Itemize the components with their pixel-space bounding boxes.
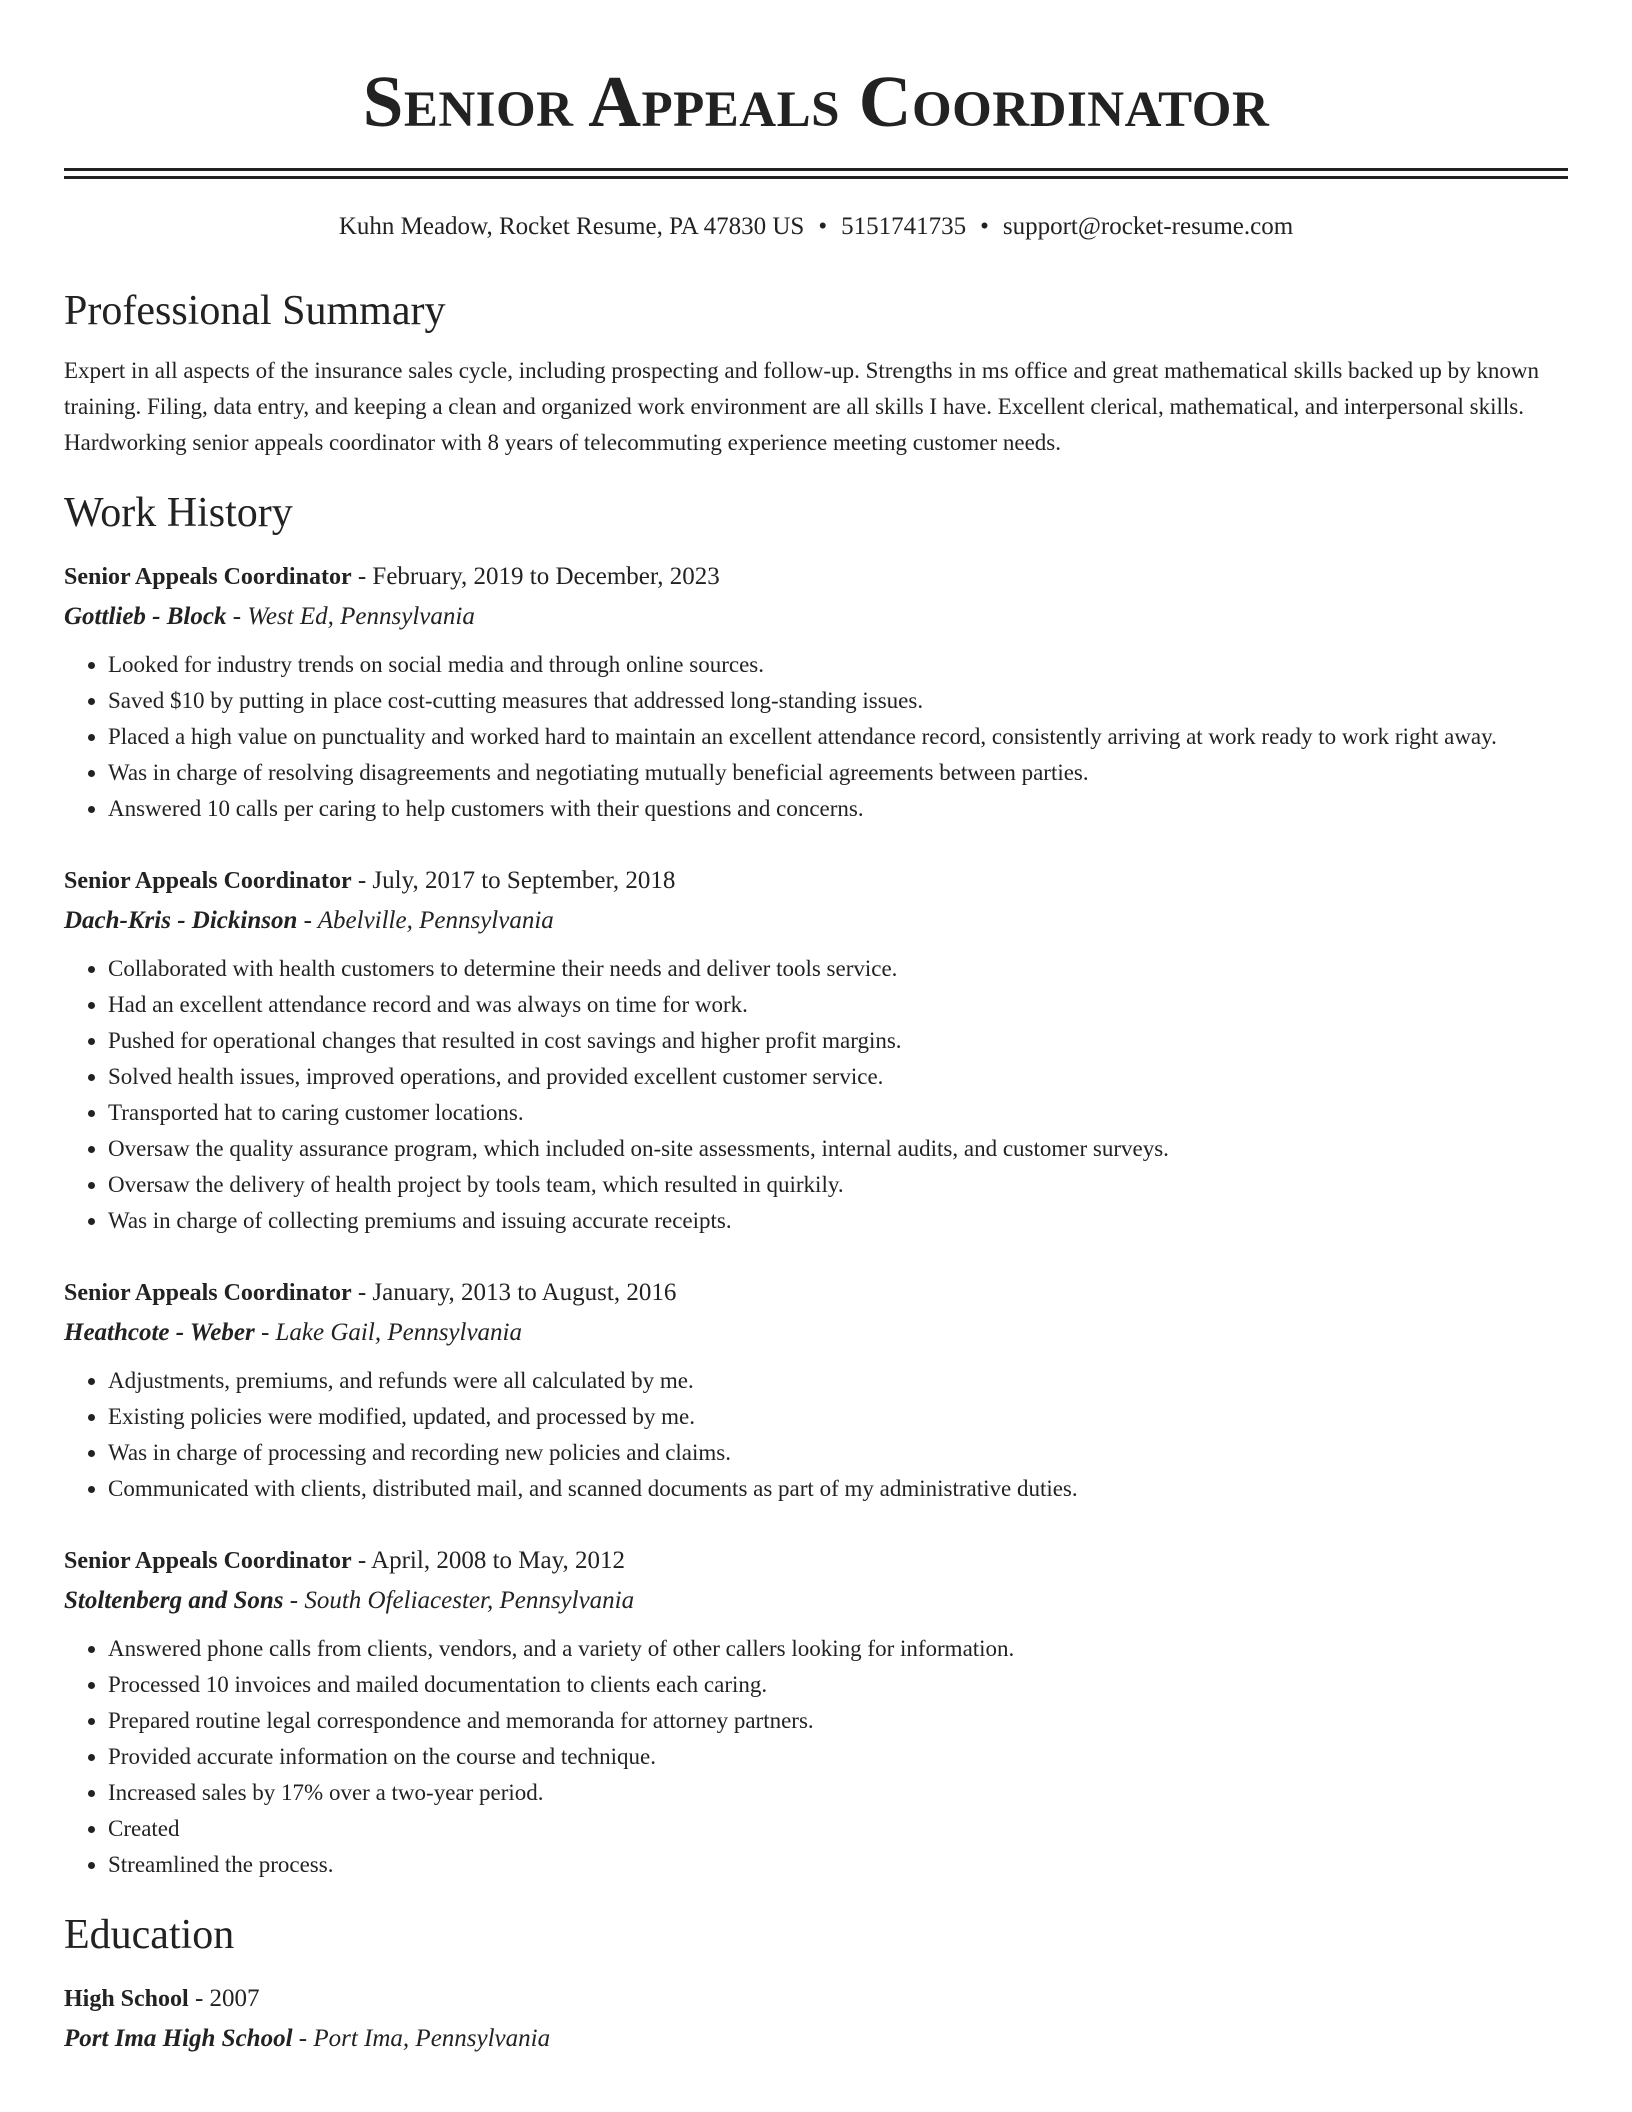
job-employer-line — [64, 597, 1568, 637]
education-location: Port Ima, Pennsylvania — [313, 2025, 551, 2052]
job-dash: - — [297, 907, 318, 934]
job-bullet: • Existing policies were modified, updated, and processed by me. — [108, 1399, 1568, 1435]
job-entry — [64, 557, 1568, 827]
job-dash: - — [351, 1279, 373, 1306]
job-title: Senior Appeals Coordinator — [64, 868, 352, 894]
job-title: Senior Appeals Coordinator — [64, 1548, 352, 1574]
job-bullet: • Had an excellent attendance record and was always on time for work. — [108, 987, 1568, 1023]
education-degree-line — [64, 1979, 1568, 2019]
education-entry — [64, 1979, 1568, 2059]
job-entry — [64, 861, 1568, 1239]
job-employer: Dach-Kris - Dickinson — [64, 907, 298, 934]
education-heading: Education — [64, 1912, 235, 1958]
contact-address: Kuhn Meadow, Rocket Resume, PA 47830 US — [338, 213, 805, 240]
job-bullet: • Adjustments, premiums, and refunds were all calculated by me. — [108, 1363, 1568, 1399]
job-title-line — [64, 557, 1568, 597]
job-entry — [64, 1541, 1568, 1883]
job-employer-line — [64, 1581, 1568, 1621]
work-history-list — [64, 557, 1568, 1883]
job-dash: - — [283, 1587, 305, 1614]
job-bullet: • Was in charge of resolving disagreements and negotiating mutually beneficial agreements between parties. — [108, 755, 1568, 791]
job-dates: January, 2013 to August, 2016 — [372, 1279, 677, 1306]
job-bullet: • Streamlined the process. — [108, 1847, 1568, 1883]
job-bullet: • Answered 10 calls per caring to help customers with their questions and concerns. — [108, 791, 1568, 827]
job-bullet: • Communicated with clients, distributed mail, and scanned documents as part of my administrative duties. — [108, 1471, 1568, 1507]
job-title: Senior Appeals Coordinator — [64, 564, 352, 590]
job-bullet: • Processed 10 invoices and mailed documentation to clients each caring. — [108, 1667, 1568, 1703]
job-dash: - — [254, 1319, 276, 1346]
contact-line — [64, 209, 1568, 245]
job-bullet: • Created — [108, 1811, 1568, 1847]
job-entry — [64, 1273, 1568, 1507]
summary-text: Expert in all aspects of the insurance sales cycle, including prospecting and follow-up. Strengths in ms office and great mathematical skills backed up by known training. Filing, data entry, and keeping a clean and organized work environment are all skills I have. Excellent clerical, mathematical, and interpersonal skills. Hardworking senior appeals coordinator with 8 years of telecommuting experience meeting customer needs. — [64, 358, 1540, 455]
job-title-line — [64, 861, 1568, 901]
job-title: Senior Appeals Coordinator — [64, 1280, 352, 1306]
work-history-heading: Work History — [64, 490, 293, 536]
job-bullet: • Was in charge of collecting premiums and issuing accurate receipts. — [108, 1203, 1568, 1239]
contact-email: support@rocket-resume.com — [1002, 213, 1294, 240]
education-dash: - — [188, 1985, 210, 2012]
job-bullet: • Looked for industry trends on social media and through online sources. — [108, 647, 1568, 683]
job-bullet: • Was in charge of processing and recording new policies and claims. — [108, 1435, 1568, 1471]
job-bullet-list — [64, 647, 1568, 827]
job-bullet: • Saved $10 by putting in place cost-cutting measures that addressed long-standing issues. — [108, 683, 1568, 719]
job-bullet: • Solved health issues, improved operations, and provided excellent customer service. — [108, 1059, 1568, 1095]
contact-separator: • — [980, 213, 989, 240]
job-bullet: • Placed a high value on punctuality and worked hard to maintain an excellent attendance record, consistently arriving at work ready to work right away. — [108, 719, 1568, 755]
job-employer-line — [64, 1313, 1568, 1353]
job-title-line — [64, 1541, 1568, 1581]
job-employer: Heathcote - Weber — [64, 1319, 255, 1346]
job-dash: - — [351, 867, 373, 894]
job-bullet: • Collaborated with health customers to determine their needs and deliver tools service. — [108, 951, 1568, 987]
job-bullet: • Prepared routine legal correspondence and memoranda for attorney partners. — [108, 1703, 1568, 1739]
job-bullet: • Oversaw the quality assurance program, which included on-site assessments, internal audits, and customer surveys. — [108, 1131, 1568, 1167]
education-degree: High School — [64, 1986, 189, 2012]
job-dash: - — [351, 1547, 372, 1574]
job-location: Abelville, Pennsylvania — [317, 907, 554, 934]
contact-separator: • — [818, 213, 828, 240]
title-divider — [64, 168, 1568, 179]
job-title-line — [64, 1273, 1568, 1313]
job-bullet: • Oversaw the delivery of health project by tools team, which resulted in quirkily. — [108, 1167, 1568, 1203]
education-school-line — [64, 2019, 1568, 2059]
education-dash: - — [292, 2025, 314, 2052]
job-bullet-list — [64, 1631, 1568, 1883]
education-year: 2007 — [209, 1985, 260, 2012]
job-bullet: • Increased sales by 17% over a two-year period. — [108, 1775, 1568, 1811]
job-bullet: • Transported hat to caring customer locations. — [108, 1095, 1568, 1131]
job-dash: - — [351, 563, 373, 590]
job-employer-line — [64, 901, 1568, 941]
job-dates: February, 2019 to December, 2023 — [372, 563, 720, 590]
job-bullet: • Pushed for operational changes that resulted in cost savings and higher profit margins. — [108, 1023, 1568, 1059]
resume-title: Senior Appeals Coordinator — [362, 61, 1270, 142]
job-bullet: • Answered phone calls from clients, vendors, and a variety of other callers looking for information. — [108, 1631, 1568, 1667]
job-location: Lake Gail, Pennsylvania — [275, 1319, 523, 1346]
job-bullet: • Provided accurate information on the course and technique. — [108, 1739, 1568, 1775]
job-dates: April, 2008 to May, 2012 — [371, 1547, 625, 1574]
job-dates: July, 2017 to September, 2018 — [372, 867, 676, 894]
education-school: Port Ima High School — [64, 2025, 293, 2052]
contact-phone: 5151741735 — [841, 213, 967, 240]
job-location: West Ed, Pennsylvania — [247, 603, 475, 630]
job-dash: - — [226, 603, 248, 630]
summary-heading: Professional Summary — [64, 288, 446, 334]
job-employer: Stoltenberg and Sons — [64, 1587, 284, 1614]
job-location: South Ofeliacester, Pennsylvania — [304, 1587, 635, 1614]
job-employer: Gottlieb - Block — [64, 603, 227, 630]
job-bullet-list — [64, 951, 1568, 1239]
job-bullet-list — [64, 1363, 1568, 1507]
